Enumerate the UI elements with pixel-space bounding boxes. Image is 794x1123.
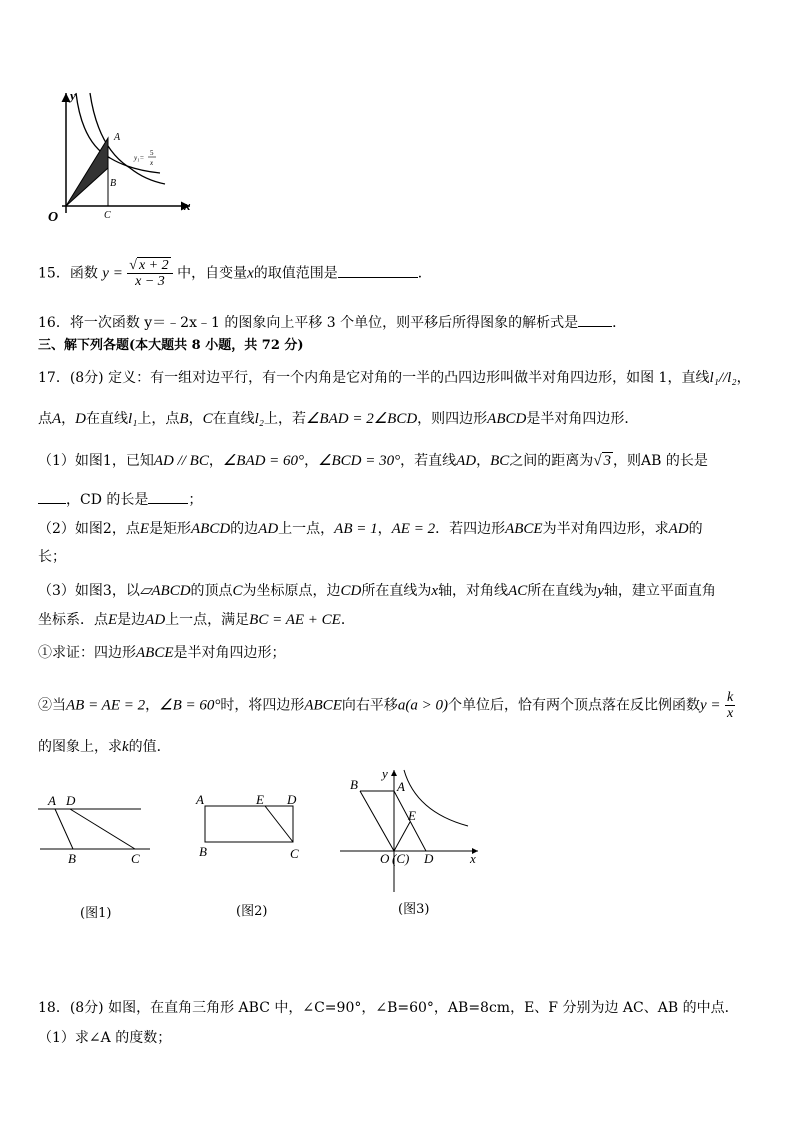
q17-claim2-cont: 的图象上，求k的值． [38,739,171,755]
q17-part1-cont: ，CD 的长是 ； [38,489,202,510]
curve-label-prefix: y₁= [134,154,145,162]
fig2-label-c: C [290,846,299,861]
fig2-label-e: E [256,792,264,807]
fig1-caption: (图1) [80,906,112,921]
graph-point-b: B [110,178,117,189]
q17-part3-cont: 坐标系．点E是边AD上一点，满足BC = AE + CE． [38,612,355,628]
q17-part2: （2）如图2，点E是矩形ABCD的边AD上一点，AB = 1，AE = 2．若四边形ABCE为半对角四边形，求AD的 [38,521,703,537]
graph-y-label: y [70,88,76,103]
cd-length-blank[interactable] [148,489,188,504]
figure-1 [38,790,153,870]
graph-x-label: x [184,198,191,213]
fig2-label-a: A [196,792,204,807]
fig2-label-b: B [199,844,207,859]
figure-3 [338,764,483,894]
fig1-label-a: A [48,793,56,808]
curve-label-num: 5 [150,149,154,157]
q17-claim1: ①求证：四边形ABCE是半对角四边形； [38,645,286,661]
fig3-label-x: x [470,851,476,866]
q15-answer-blank[interactable] [338,263,418,278]
q16-answer-blank[interactable] [578,312,612,327]
q17-part1: （1）如图1，已知AD // BC，∠BAD = 60°，∠BCD = 30°，若直线AD，BC之间的距离为√ 3 ，则AB 的长是 [38,453,708,469]
graph-point-c: C [104,210,111,221]
fig3-label-a: A [397,779,405,794]
q17-line2: 点A，D在直线l₁上，点B，C在直线l₂上，若∠BAD = 2∠BCD，则四边形ABCD是半对角四边形． [38,411,639,427]
graph-origin-label: O [48,210,59,225]
fig1-label-c: C [131,851,140,866]
shaded-triangle [66,138,108,206]
fig3-label-e: E [408,808,416,823]
q15-fraction: $\frac{√ x + 2}{x - 3}$ [127,258,172,289]
ab-length-blank[interactable] [38,489,66,504]
fig1-label-d: D [66,793,76,808]
fig2-label-d: D [287,792,297,807]
graph-point-a: A [114,132,121,143]
fig3-label-o: O [380,851,390,866]
q17-part3: （3）如图3，以▱ABCD的顶点C为坐标原点，边CD所在直线为x轴，对角线AC所在直线为y轴，建立平面直角 [38,583,716,599]
k-over-x: $\frac{k}{x}$ [726,690,734,721]
section3-title: 三、解下列各题(本大题共 8 小题，共 72 分) [38,338,304,353]
q17-claim2: ②当AB = AE = 2，∠B = 60°时，将四边形ABCE向右平移a(a > 0)个单位后，恰有两个顶点落在反比例函数y = $\frac{k}{x}$ [38,690,734,721]
fig3-label-d: D [424,851,434,866]
curve-label-den: x [150,159,154,167]
top-graph [40,88,200,228]
fig2-caption: (图2) [236,904,268,919]
q15: 15．函数 y = $\frac{√ x + 2}{x - 3}$ 中，自变量x的取值范围是 ． [38,258,432,289]
figure-2 [195,790,310,865]
q17-part2-cont: 长； [38,549,66,565]
q17-intro: 17．(8分) 定义：有一组对边平行，有一个内角是它对角的一半的凸四边形叫做半对角四边形，如图 1，直线l₁//l₂， [38,370,751,386]
q18-line1: 18．(8分) 如图，在直角三角形 ABC 中，∠C=90°，∠B=60°，AB=8cm，E、F 分别为边 AC、AB 的中点． [38,1000,739,1016]
fig3-label-y: y [382,766,388,781]
fig3-caption: (图3) [398,902,430,917]
fig3-label-b: B [350,777,358,792]
fig3-label-c: (C) [392,851,410,866]
q18-line2: （1）求∠A 的度数； [38,1030,172,1046]
q16: 16．将一次函数 y＝﹣2x﹣1 的图象向上平移 3 个单位，则平移后所得图象的解析式是 ． [38,312,626,333]
fig1-label-b: B [68,851,76,866]
